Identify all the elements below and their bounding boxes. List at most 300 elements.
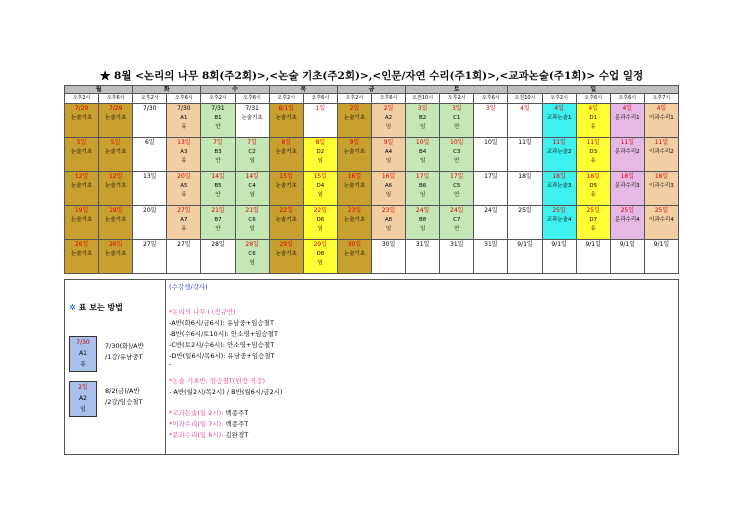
cell-date: 12일	[108, 173, 123, 180]
schedule-cell	[337, 138, 371, 172]
cell-date: 7/30	[177, 105, 191, 112]
cell-date: 8일	[315, 139, 326, 146]
time-slot: 오전10시	[508, 94, 542, 104]
cell-date: 27일	[143, 241, 157, 248]
schedule-cell	[610, 206, 644, 240]
schedule-cell	[576, 240, 610, 274]
time-slot: 오후6시	[235, 94, 269, 104]
cell-date: 18일	[620, 173, 635, 180]
cell-date: 7/31	[245, 105, 259, 112]
schedule-cell	[406, 138, 440, 172]
time-slot: 오후7시	[644, 94, 678, 104]
day-header: 수	[201, 86, 269, 94]
schedule-cell	[99, 172, 133, 206]
section-logic-tree-title: *논리의 나무 I (정규반)	[169, 308, 236, 316]
schedule-cell	[133, 104, 167, 138]
schedule-cell	[508, 138, 542, 172]
time-slot: 오후6시	[99, 94, 133, 104]
legend-title: ✲ 표 보는 방법	[69, 303, 123, 312]
schedule-cell	[167, 138, 201, 172]
cell-label: 논술기초	[275, 216, 297, 223]
cell-label: B7	[214, 216, 222, 223]
schedule-cell	[201, 138, 235, 172]
cell-date: 16일	[381, 173, 396, 180]
class-c-info: -C반(토2시/수6시): 안소영+임승철T	[169, 341, 275, 349]
schedule-cell	[576, 206, 610, 240]
cell-date: 9/1일	[585, 241, 601, 248]
cell-label: C1	[453, 114, 461, 121]
cell-label: B8	[419, 216, 427, 223]
cell-label: 임	[385, 226, 392, 232]
time-slot: 오후6시	[576, 94, 610, 104]
cell-label: 이과수리4	[649, 216, 674, 223]
schedule-cell	[371, 240, 405, 274]
schedule-cell	[235, 104, 269, 138]
basic-writing-classes: - A반(월2시/목2시) / B반(월6시/금2시)	[169, 388, 283, 396]
schedule-cell	[65, 240, 99, 274]
schedule-cell	[133, 240, 167, 274]
schedule-cell	[235, 138, 269, 172]
schedule-cell	[406, 206, 440, 240]
cell-label: B4	[419, 148, 427, 155]
week-row	[65, 172, 679, 206]
schedule-cell	[133, 206, 167, 240]
cell-date: 25일	[586, 207, 600, 214]
cell-date: 2일	[349, 105, 360, 112]
cell-label: 임	[249, 260, 255, 266]
schedule-cell	[167, 206, 201, 240]
legend-example-1	[69, 336, 97, 372]
schedule-cell	[201, 240, 235, 274]
cell-label: 논술기초	[275, 148, 297, 155]
cell-date: 24일	[450, 207, 464, 214]
cell-label: 안	[215, 192, 221, 198]
cell-date: 28일	[211, 241, 225, 248]
cell-label: 임	[385, 192, 392, 198]
cell-label: 안	[215, 158, 221, 164]
cell-label: D6	[316, 216, 325, 223]
schedule-cell	[167, 240, 201, 274]
cell-date: 7/29	[74, 105, 89, 112]
humanities-math-info: *문과수리(일 6시): 김완경T	[169, 431, 249, 439]
cell-date: 5일	[76, 139, 87, 146]
cell-label: 논술기초	[343, 216, 366, 223]
cell-label: 논술기초	[241, 114, 263, 121]
schedule-cell	[474, 104, 508, 138]
cell-label: 임	[317, 226, 323, 232]
cell-label: 안	[454, 192, 460, 198]
schedule-cell	[303, 172, 337, 206]
cell-label: 이과수리2	[649, 148, 674, 155]
schedule-cell	[542, 104, 576, 138]
cell-label: 임	[249, 158, 255, 164]
time-slot: 오후2시	[542, 94, 576, 104]
day-header: 목	[269, 86, 337, 94]
cell-label: 임	[317, 158, 323, 164]
schedule-table	[64, 85, 679, 274]
schedule-cell	[133, 172, 167, 206]
cell-label: D3	[589, 148, 598, 155]
cell-label: B5	[214, 182, 222, 189]
cell-label: C3	[453, 148, 461, 155]
cell-label: 임	[317, 192, 323, 198]
subject-writing-info: *교과논술(일 2시): 백종주T	[169, 409, 249, 417]
day-header-row	[65, 86, 679, 94]
schedule-cell	[99, 240, 133, 274]
schedule-cell	[371, 172, 405, 206]
schedule-cell	[269, 172, 303, 206]
cell-label: 유	[181, 124, 187, 130]
class-d-info: -D반(일6시/목6시): 유남중+임승철T	[169, 352, 275, 360]
cell-label: 논술기초	[275, 250, 297, 257]
cell-label: 안	[454, 226, 460, 232]
cell-date: 19일	[108, 207, 123, 214]
cell-date: 10일	[415, 139, 430, 146]
schedule-cell	[303, 104, 337, 138]
schedule-cell	[440, 206, 474, 240]
cell-label: 논술기초	[275, 182, 297, 189]
cell-label: 임	[249, 192, 255, 198]
schedule-cell	[99, 138, 133, 172]
cell-label: B6	[419, 182, 427, 189]
cell-label: 문과수리1	[614, 114, 640, 121]
cell-label: 교과논술3	[546, 182, 572, 189]
legend-divider	[165, 280, 166, 454]
cell-label: B2	[419, 114, 427, 121]
schedule-cell	[644, 172, 678, 206]
schedule-cell	[201, 104, 235, 138]
cell-label: 유	[181, 226, 187, 232]
cell-date: 11일	[552, 139, 566, 146]
cell-label: 유	[590, 192, 596, 198]
schedule-cell	[542, 240, 576, 274]
schedule-cell	[167, 172, 201, 206]
cell-label: 논술기초	[343, 148, 366, 155]
cell-label: A2	[384, 114, 393, 121]
schedule-cell	[644, 206, 678, 240]
legend-example-1-note: 7/30(화)/A반 /1강/유남중T	[105, 342, 144, 361]
time-slot: 오후2시	[201, 94, 235, 104]
cell-date: 3일	[451, 105, 462, 112]
schedule-cell	[610, 104, 644, 138]
time-slot: 오후2시	[269, 94, 303, 104]
cell-label: A5	[180, 182, 188, 189]
cell-label: 논술기초	[105, 148, 127, 155]
cell-date: 15일	[279, 173, 293, 180]
cell-label: 논술기초	[343, 114, 366, 121]
cell-label: 안	[454, 124, 460, 130]
day-header: 일	[508, 86, 679, 94]
cell-label: D1	[589, 114, 598, 121]
schedule-cell	[303, 206, 337, 240]
cell-date: 14일	[245, 173, 259, 180]
schedule-cell	[65, 138, 99, 172]
cell-label: 논술기초	[70, 250, 93, 257]
schedule-cell	[269, 240, 303, 274]
legend-example-2	[69, 381, 97, 417]
cell-date: 9/1일	[517, 241, 533, 248]
cell-date: 9일	[349, 139, 360, 146]
schedule-cell	[644, 138, 678, 172]
cell-date: 11일	[620, 139, 635, 146]
schedule-cell	[303, 138, 337, 172]
cell-date: 25일	[552, 207, 566, 214]
cell-date: 13일	[143, 173, 157, 180]
schedule-cell	[644, 240, 678, 274]
example-class-code: A2	[79, 395, 87, 402]
cell-date: 13일	[177, 139, 191, 146]
time-slot: 오전10시	[406, 94, 440, 104]
cell-label: 임	[419, 124, 426, 130]
schedule-cell	[508, 172, 542, 206]
cell-date: 9/1일	[653, 241, 670, 248]
cell-label: D2	[316, 148, 325, 155]
cell-label: C2	[248, 148, 256, 155]
schedule-cell	[371, 206, 405, 240]
cell-date: 18일	[518, 173, 532, 180]
cell-date: 4일	[622, 105, 633, 112]
example-teacher: 유	[80, 361, 86, 368]
cell-label: 이과수리3	[649, 182, 674, 189]
cell-date: 29일	[313, 241, 328, 248]
example-teacher: 임	[80, 406, 86, 413]
schedule-cell	[542, 206, 576, 240]
schedule-cell	[167, 104, 201, 138]
cell-date: 8/1일	[278, 105, 294, 112]
science-math-info: *이과수리(일 7시): 백종주T	[169, 420, 249, 428]
cell-label: 임	[385, 158, 392, 164]
cell-date: 18일	[552, 173, 566, 180]
cell-date: 24일	[484, 207, 498, 214]
schedule-cell	[235, 240, 269, 274]
cell-label: 논술기초	[70, 182, 93, 189]
class-a-info: -A반(화6시/금6시): 유남중+임승철T	[169, 319, 274, 327]
schedule-cell	[440, 172, 474, 206]
cell-label: 교과논술1	[546, 114, 572, 121]
cell-label: 안	[215, 226, 221, 232]
cell-date: 30일	[381, 241, 396, 248]
schedule-cell	[406, 104, 440, 138]
schedule-cell	[235, 206, 269, 240]
schedule-cell	[269, 104, 303, 138]
schedule-cell	[337, 172, 371, 206]
schedule-cell	[371, 104, 405, 138]
cell-date: 17일	[450, 173, 464, 180]
cell-label: A1	[180, 114, 188, 121]
cell-date: 9/1일	[551, 241, 567, 248]
cell-label: C5	[453, 182, 461, 189]
time-slot: 오후2시	[337, 94, 371, 104]
cell-label: 임	[419, 158, 426, 164]
schedule-cell	[303, 240, 337, 274]
cell-label: 논술기초	[343, 182, 366, 189]
cell-date: 9일	[383, 139, 394, 146]
cell-label: 논술기초	[70, 114, 93, 121]
cell-label: 임	[249, 226, 255, 232]
cell-date: 25일	[654, 207, 669, 214]
schedule-cell	[65, 206, 99, 240]
cell-date: 20일	[177, 173, 191, 180]
cell-label: B1	[214, 114, 222, 121]
star-icon: ✲	[69, 303, 76, 312]
cell-label: 유	[181, 158, 187, 164]
cell-label: A7	[180, 216, 188, 223]
cell-date: 11일	[518, 139, 532, 146]
schedule-cell	[610, 240, 644, 274]
example-date: 2일	[78, 384, 88, 391]
cell-label: 논술기초	[105, 216, 127, 223]
schedule-cell	[235, 172, 269, 206]
week-row	[65, 104, 679, 138]
schedule-title: ★ 8월 <논리의 나무 8회(주2회)>,<논술 기초(주2회)>,<인문/자연 수리(주1회)>,<교과논술(주1회)> 수업 일정	[99, 70, 644, 82]
schedule-cell	[474, 172, 508, 206]
schedule-cell	[440, 240, 474, 274]
cell-date: 16일	[347, 173, 362, 180]
cell-label: A8	[384, 216, 393, 223]
day-header: 토	[406, 86, 508, 94]
cell-label: 유	[590, 158, 596, 164]
section-1-tail: -	[169, 360, 172, 368]
cell-label: A4	[384, 148, 393, 155]
cell-date: 20일	[143, 207, 157, 214]
schedule-cell	[371, 138, 405, 172]
schedule-cell	[337, 104, 371, 138]
cell-date: 31일	[450, 241, 464, 248]
schedule-cell	[610, 172, 644, 206]
cell-label: C7	[453, 216, 461, 223]
schedule-cell	[474, 206, 508, 240]
cell-date: 2일	[383, 105, 394, 112]
time-slot: 오후6시	[474, 94, 508, 104]
cell-label: 임	[317, 260, 323, 266]
cell-label: 교과논술4	[546, 216, 572, 223]
cell-label: D5	[589, 182, 598, 189]
schedule-cell	[542, 172, 576, 206]
schedule-cell	[474, 240, 508, 274]
cell-date: 23일	[347, 207, 362, 214]
cell-date: 3일	[486, 105, 496, 112]
cell-label: 논술기초	[105, 250, 127, 257]
cell-date: 1일	[315, 105, 326, 112]
cell-date: 7/29	[108, 105, 123, 112]
schedule-cell	[508, 104, 542, 138]
day-header: 금	[337, 86, 405, 94]
schedule-cell	[440, 138, 474, 172]
schedule-cell	[576, 138, 610, 172]
cell-date: 23일	[381, 207, 396, 214]
cell-label: 안	[215, 124, 221, 130]
legend-example-2-note: 8/2(금)/A반 /2강/임승철T	[105, 387, 143, 406]
cell-date: 4일	[554, 105, 564, 112]
cell-date: 27일	[177, 241, 191, 248]
cell-date: 18일	[586, 173, 600, 180]
schedule-cell	[99, 206, 133, 240]
time-slot: 오후2시	[65, 94, 99, 104]
cell-date: 21일	[245, 207, 259, 214]
cell-date: 14일	[211, 173, 225, 180]
schedule-cell	[65, 172, 99, 206]
schedule-cell	[337, 206, 371, 240]
cell-label: 유	[590, 124, 596, 130]
schedule-body	[65, 104, 679, 274]
cell-date: 22일	[313, 207, 328, 214]
cell-date: 19일	[74, 207, 89, 214]
cell-label: 논술기초	[70, 148, 93, 155]
cell-label: 이과수리1	[649, 114, 674, 121]
schedule-cell	[337, 240, 371, 274]
cell-label: C6	[248, 216, 256, 223]
cell-date: 18일	[654, 173, 669, 180]
cell-label: A6	[384, 182, 393, 189]
cell-label: 문과수리2	[614, 148, 640, 155]
cell-label: 유	[181, 192, 187, 198]
notes-header: (수강생/강사)	[169, 283, 208, 291]
cell-date: 31일	[415, 241, 430, 248]
cell-date: 7일	[213, 139, 223, 146]
cell-date: 24일	[415, 207, 430, 214]
schedule-cell	[269, 138, 303, 172]
cell-label: B3	[214, 148, 222, 155]
time-slot-row	[65, 94, 679, 104]
cell-date: 22일	[279, 207, 293, 214]
schedule-cell	[576, 104, 610, 138]
cell-date: 28일	[245, 241, 259, 248]
schedule-cell	[576, 172, 610, 206]
cell-date: 31일	[484, 241, 498, 248]
cell-label: 임	[419, 226, 426, 232]
schedule-cell	[406, 172, 440, 206]
schedule-cell	[440, 104, 474, 138]
cell-label: 교과논술2	[546, 148, 572, 155]
schedule-cell	[406, 240, 440, 274]
schedule-cell	[474, 138, 508, 172]
schedule-cell	[201, 172, 235, 206]
cell-date: 25일	[620, 207, 635, 214]
cell-date: 29일	[279, 241, 293, 248]
cell-label: 논술기초	[70, 216, 93, 223]
cell-date: 21일	[211, 207, 225, 214]
cell-date: 17일	[415, 173, 430, 180]
schedule-cell	[508, 206, 542, 240]
time-slot: 오후2시	[440, 94, 474, 104]
cell-label: 논술기초	[105, 114, 127, 121]
schedule-cell	[542, 138, 576, 172]
cell-date: 4일	[656, 105, 667, 112]
cell-date: 9/1일	[619, 241, 636, 248]
cell-label: 유	[590, 226, 596, 232]
schedule-cell	[508, 240, 542, 274]
cell-label: 문과수리4	[614, 216, 640, 223]
time-slot: 오후2시	[133, 94, 167, 104]
cell-label: 임	[419, 192, 426, 198]
cell-label: A3	[180, 148, 188, 155]
cell-date: 8일	[281, 139, 292, 146]
schedule-cell	[99, 104, 133, 138]
cell-date: 3일	[417, 105, 428, 112]
cell-date: 7/31	[211, 105, 225, 112]
cell-label: 임	[385, 124, 392, 130]
schedule-cell	[65, 104, 99, 138]
week-row	[65, 138, 679, 172]
time-slot: 오후6시	[167, 94, 201, 104]
cell-label: 논술기초	[105, 182, 127, 189]
cell-date: 7일	[247, 139, 257, 146]
cell-label: 논술기초	[275, 114, 297, 121]
time-slot: 오후6시	[371, 94, 405, 104]
cell-date: 17일	[484, 173, 498, 180]
cell-label: C4	[248, 182, 256, 189]
week-row	[65, 206, 679, 240]
